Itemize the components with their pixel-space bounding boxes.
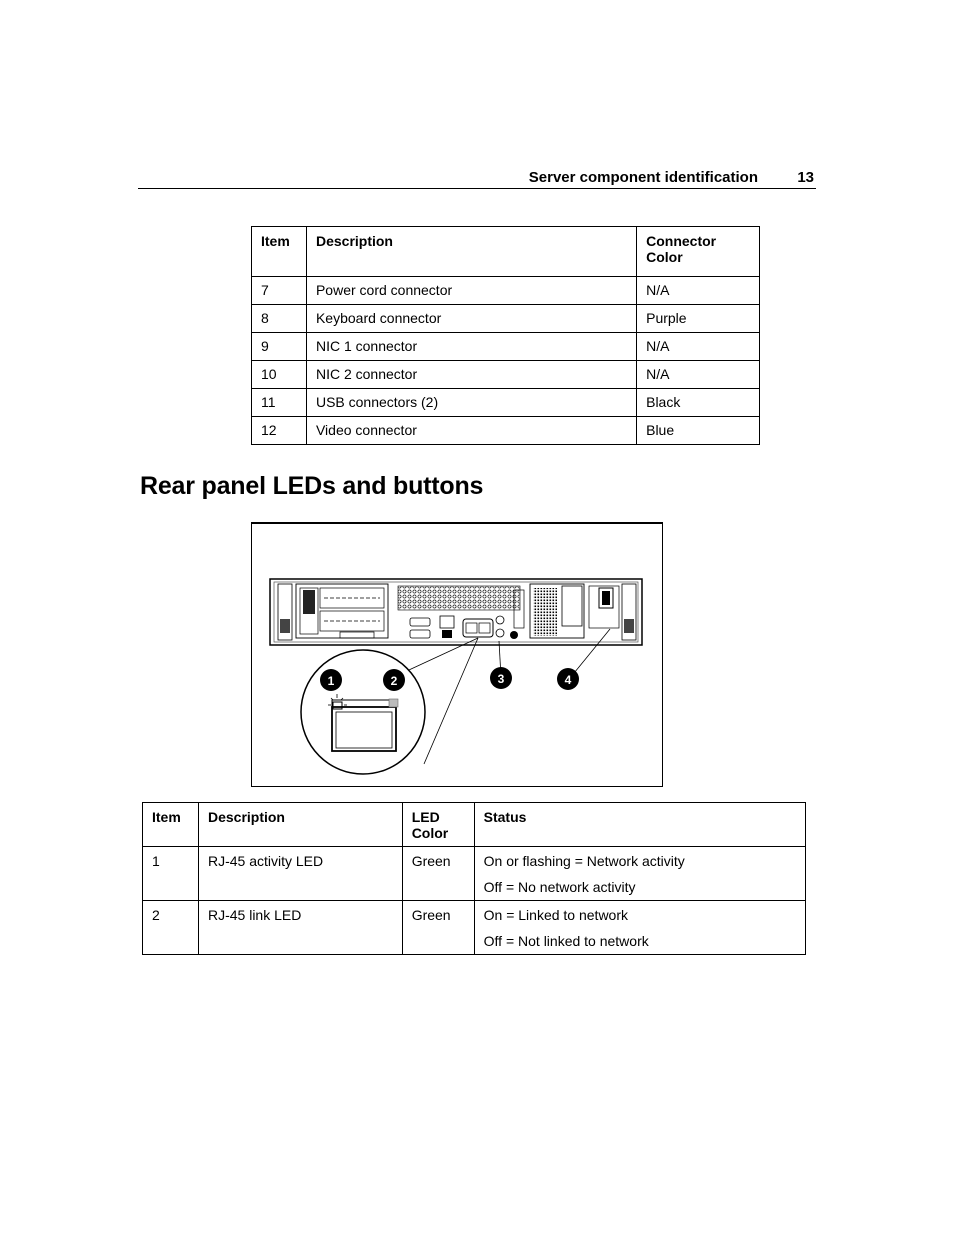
cell-description: USB connectors (2)	[306, 389, 636, 417]
cell-description: Power cord connector	[306, 277, 636, 305]
link-led	[389, 699, 398, 707]
callout-1	[320, 669, 342, 691]
uid-button	[510, 631, 518, 639]
cell-item: 12	[252, 417, 307, 445]
zoom-leader-right	[424, 638, 478, 764]
callout-1-label: 1	[327, 674, 335, 688]
left-rail-latch	[280, 619, 290, 633]
status-line: Off = Not linked to network	[483, 933, 649, 949]
column-header-led-color	[402, 803, 474, 847]
cell-color: Green	[402, 901, 474, 955]
cell-color: N/A	[637, 361, 760, 389]
running-header-title: Server component identification	[528, 169, 758, 186]
cell-color: N/A	[637, 333, 760, 361]
power-cord-socket	[602, 591, 610, 605]
usb-port	[442, 630, 452, 638]
rear-panel-illustration	[252, 524, 662, 786]
table-row	[252, 333, 760, 361]
column-header-connector-color	[637, 227, 760, 277]
page-number: 13	[797, 169, 814, 186]
running-header	[138, 168, 816, 189]
cell-status	[474, 847, 805, 901]
cell-description: RJ-45 activity LED	[198, 847, 402, 901]
status-line: Off = No network activity	[483, 879, 636, 895]
column-header-status: Status	[474, 803, 805, 847]
status-line: On or flashing = Network activity	[483, 853, 685, 869]
cell-description: Video connector	[306, 417, 636, 445]
chassis-vent-grid	[398, 586, 520, 610]
cell-item: 11	[252, 389, 307, 417]
cell-item: 2	[143, 901, 199, 955]
cell-item: 10	[252, 361, 307, 389]
cell-item: 8	[252, 305, 307, 333]
cell-color: Blue	[637, 417, 760, 445]
table-row	[252, 389, 760, 417]
callout-2	[383, 669, 405, 691]
table-header-row	[143, 803, 806, 847]
callout-4-label: 4	[564, 673, 572, 687]
column-header-color-line1: Connector	[646, 233, 717, 249]
rear-panel-figure	[251, 522, 663, 787]
table-row	[143, 901, 806, 955]
cell-description: Keyboard connector	[306, 305, 636, 333]
cell-status	[474, 901, 805, 955]
pci-slot-cover	[303, 590, 315, 614]
table-header-row	[252, 227, 760, 277]
cell-item: 1	[143, 847, 199, 901]
column-header-led-line1: LED	[411, 809, 440, 825]
status-line: On = Linked to network	[483, 907, 629, 923]
callout-3	[490, 667, 512, 689]
cell-color: Green	[402, 847, 474, 901]
section-title: Rear panel LEDs and buttons	[140, 472, 484, 500]
table-row	[143, 847, 806, 901]
right-rail-latch	[624, 619, 634, 633]
cell-color: N/A	[637, 277, 760, 305]
cell-color: Purple	[637, 305, 760, 333]
power-supply-vent	[533, 588, 557, 636]
table-row	[252, 277, 760, 305]
cell-color: Black	[637, 389, 760, 417]
connector-table	[251, 226, 760, 445]
callout-4	[557, 668, 579, 690]
cell-description: NIC 1 connector	[306, 333, 636, 361]
callout-2-label: 2	[390, 674, 398, 688]
table-row	[252, 361, 760, 389]
cell-item: 7	[252, 277, 307, 305]
table-row	[252, 417, 760, 445]
cell-item: 9	[252, 333, 307, 361]
column-header-description: Description	[306, 227, 636, 277]
column-header-color-line2: Color	[646, 249, 683, 265]
column-header-item: Item	[143, 803, 199, 847]
cell-description: NIC 2 connector	[306, 361, 636, 389]
led-table	[142, 802, 806, 955]
column-header-description: Description	[198, 803, 402, 847]
table-row	[252, 305, 760, 333]
column-header-led-line2: Color	[411, 825, 449, 841]
column-header-item: Item	[252, 227, 307, 277]
callout-3-label: 3	[497, 672, 505, 686]
cell-description: RJ-45 link LED	[198, 901, 402, 955]
